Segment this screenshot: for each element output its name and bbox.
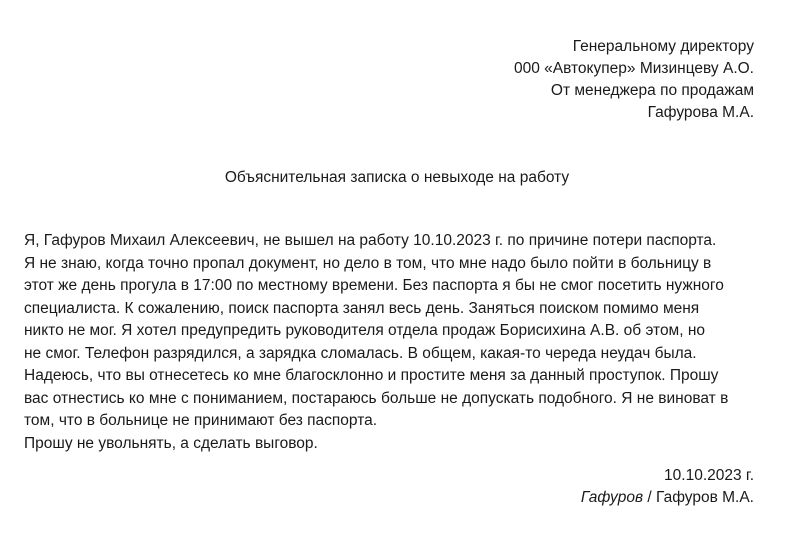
signature-name: Гафуров М.А.: [656, 489, 754, 506]
body-line: Прошу не увольнять, а сделать выговор.: [24, 434, 318, 452]
addressee-line: Гафурова М.А.: [647, 104, 754, 121]
addressee-line: 000 «Автокупер» Мизинцеву А.О.: [513, 60, 754, 77]
document-body: [24, 230, 764, 455]
signature-separator: /: [643, 489, 657, 506]
body-line: этот же день прогула в 17:00 по местному времени. Без паспорта я бы не смог посетить нужного: [24, 277, 724, 294]
body-line: специалиста. К сожалению, поиск паспорта занял весь день. Заняться поиском помимо меня: [24, 299, 700, 317]
addressee-block: [514, 36, 754, 124]
body-line: том, что в больнице не принимают без паспорта.: [24, 412, 378, 429]
signature-line: [581, 487, 754, 509]
body-line: Надеюсь, что вы отнесетесь ко мне благосклонно и простите меня за данный проступок. Прошу: [24, 367, 719, 384]
body-line: Я, Гафуров Михаил Алексеевич, не вышел на работу 10.10.2023 г. по причине потери паспорта.: [24, 232, 717, 249]
handwritten-signature: Гафуров: [580, 489, 644, 506]
body-line: Я не знаю, когда точно пропал документ, но дело в том, что мне надо было пойти в больницу в: [24, 254, 712, 272]
body-line: не смог. Телефон разрядился, а зарядка сломалась. В общем, какая-то череда неудач была.: [24, 344, 697, 362]
signature-block: [581, 465, 754, 509]
addressee-line: От менеджера по продажам: [550, 82, 754, 99]
document-title: Объяснительная записка о невыходе на работу: [224, 169, 570, 186]
signature-date: 10.10.2023 г.: [664, 467, 754, 484]
body-line: вас отнестись ко мне с пониманием, постараюсь больше не допускать подобного. Я не виноват в: [24, 389, 729, 407]
addressee-line: Генеральному директору: [572, 38, 754, 55]
body-line: никто не мог. Я хотел предупредить руководителя отдела продаж Борисихина А.В. об этом, но: [24, 322, 706, 339]
